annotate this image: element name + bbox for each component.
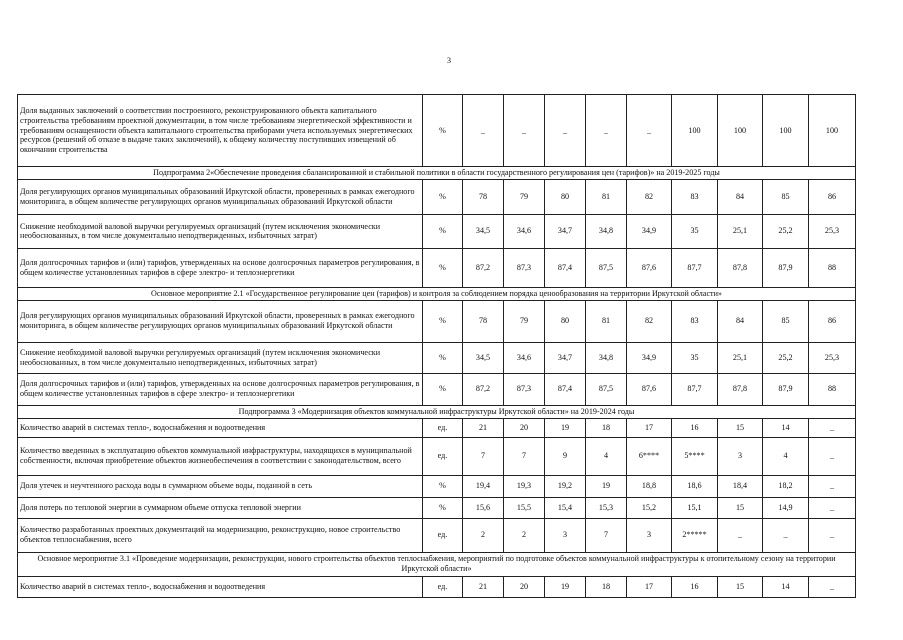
table-row — [18, 248, 856, 287]
section-title: Подпрограмма 2«Обеспечение проведения сбалансированной и стабильной политики в области государственного регулирования цен (тарифов)» на 2019-2025 годы — [18, 167, 856, 180]
indicator-value: 34,9 — [627, 214, 672, 248]
indicator-value: 19 — [586, 475, 627, 497]
indicator-value: 2 — [504, 518, 545, 552]
indicator-value: 78 — [463, 179, 504, 214]
table-row — [18, 373, 856, 405]
indicator-value: 21 — [463, 418, 504, 437]
indicator-value: 84 — [718, 300, 763, 342]
indicator-value: 19,4 — [463, 475, 504, 497]
indicator-value: 82 — [627, 179, 672, 214]
indicator-value: 7 — [586, 518, 627, 552]
indicator-value: 88 — [809, 248, 856, 287]
indicator-value: 4 — [763, 437, 809, 475]
indicator-value: 19,3 — [504, 475, 545, 497]
indicator-unit: % — [423, 248, 463, 287]
indicator-name: Доля регулирующих органов муниципальных образований Иркутской области, проверенных в рамках ежегодного мониторинга, в общем количестве регулирующих органов муниципальных образований Иркутской области — [18, 300, 423, 342]
table-row — [18, 300, 856, 342]
indicator-value: 25,1 — [718, 214, 763, 248]
indicator-value: 3 — [718, 437, 763, 475]
indicator-value: 100 — [672, 95, 718, 167]
indicator-value: 19 — [545, 418, 586, 437]
indicator-value: 15 — [718, 418, 763, 437]
indicator-value: 86 — [809, 179, 856, 214]
indicator-value: _ — [809, 497, 856, 518]
indicator-name: Доля долгосрочных тарифов и (или) тарифов, утвержденных на основе долгосрочных параметров регулирования, в общем количестве установленных тарифов в сфере электро- и теплоэнергетики — [18, 373, 423, 405]
indicator-value: _ — [809, 475, 856, 497]
indicator-value: 18,2 — [763, 475, 809, 497]
indicator-value: 84 — [718, 179, 763, 214]
indicator-value: 87,3 — [504, 373, 545, 405]
table-row — [18, 475, 856, 497]
indicator-unit: % — [423, 373, 463, 405]
indicator-value: 5**** — [672, 437, 718, 475]
table-row — [18, 437, 856, 475]
indicators-table-body — [18, 95, 856, 598]
indicator-value: 34,9 — [627, 342, 672, 373]
indicator-unit: % — [423, 300, 463, 342]
page-number: 3 — [447, 56, 451, 65]
indicator-value: 7 — [504, 437, 545, 475]
indicator-value: 3 — [627, 518, 672, 552]
table-row — [18, 518, 856, 552]
indicator-value: 19,2 — [545, 475, 586, 497]
table-row — [18, 95, 856, 167]
indicator-value: _ — [809, 437, 856, 475]
indicator-value: 100 — [763, 95, 809, 167]
indicator-value: 14 — [763, 576, 809, 597]
indicator-value: 2 — [463, 518, 504, 552]
indicator-value: 82 — [627, 300, 672, 342]
table-row — [18, 342, 856, 373]
indicator-value: _ — [718, 518, 763, 552]
indicator-value: 35 — [672, 214, 718, 248]
indicator-value: 15,1 — [672, 497, 718, 518]
indicator-value: 21 — [463, 576, 504, 597]
indicator-name: Доля выданных заключений о соответствии построенного, реконструированного объекта капитального строительства требованиям проектной документации, в том числе требованиям энергетической эффективности и требованиям оснащенности объекта капитального строительства приборами учета используемых энергетических ресурсов (решений об отказе в выдаче таких заключений), к общему количеству поступивших извещений об окончании строительства — [18, 95, 423, 167]
indicator-unit: % — [423, 342, 463, 373]
indicator-value: 16 — [672, 418, 718, 437]
indicator-value: 87,4 — [545, 248, 586, 287]
indicator-value: 19 — [545, 576, 586, 597]
indicator-value: 83 — [672, 300, 718, 342]
indicator-unit: % — [423, 95, 463, 167]
indicator-value: 4 — [586, 437, 627, 475]
indicator-value: 87,5 — [586, 373, 627, 405]
indicator-unit: ед. — [423, 576, 463, 597]
indicator-value: 78 — [463, 300, 504, 342]
indicator-value: 87,8 — [718, 373, 763, 405]
indicator-name: Доля утечек и неучтенного расхода воды в суммарном объеме воды, поданной в сеть — [18, 475, 423, 497]
indicator-value: 81 — [586, 300, 627, 342]
indicator-value: 34,8 — [586, 342, 627, 373]
indicator-value: 18,4 — [718, 475, 763, 497]
indicator-value: 85 — [763, 300, 809, 342]
indicator-value: 87,4 — [545, 373, 586, 405]
indicator-value: 25,2 — [763, 342, 809, 373]
indicator-value: _ — [809, 518, 856, 552]
indicator-value: 15,3 — [586, 497, 627, 518]
indicator-value: 87,9 — [763, 373, 809, 405]
indicator-value: 87,7 — [672, 248, 718, 287]
indicator-value: 87,3 — [504, 248, 545, 287]
indicator-value: 14 — [763, 418, 809, 437]
indicator-value: 25,2 — [763, 214, 809, 248]
indicator-value: 15,2 — [627, 497, 672, 518]
indicator-value: _ — [545, 95, 586, 167]
indicator-value: 87,9 — [763, 248, 809, 287]
indicator-name: Доля долгосрочных тарифов и (или) тарифов, утвержденных на основе долгосрочных параметров регулирования, в общем количестве установленных тарифов в сфере электро- и теплоэнергетики — [18, 248, 423, 287]
section-title: Основное мероприятие 2.1 «Государственное регулирование цен (тарифов) и контроля за соблюдением порядка ценообразования на территории Иркутской области» — [18, 287, 856, 300]
indicator-value: _ — [504, 95, 545, 167]
indicator-unit: ед. — [423, 518, 463, 552]
section-row — [18, 552, 856, 576]
indicator-value: 25,1 — [718, 342, 763, 373]
indicator-value: _ — [586, 95, 627, 167]
indicator-value: 9 — [545, 437, 586, 475]
indicator-value: 83 — [672, 179, 718, 214]
indicator-value: 18,6 — [672, 475, 718, 497]
indicator-value: 25,3 — [809, 214, 856, 248]
section-row — [18, 405, 856, 418]
indicator-value: 15,5 — [504, 497, 545, 518]
indicator-value: 6**** — [627, 437, 672, 475]
indicator-unit: ед. — [423, 437, 463, 475]
indicator-value: 100 — [718, 95, 763, 167]
indicator-value: 34,7 — [545, 342, 586, 373]
indicator-name: Доля потерь по тепловой энергии в суммарном объеме отпуска тепловой энергии — [18, 497, 423, 518]
section-row — [18, 287, 856, 300]
indicator-value: 100 — [809, 95, 856, 167]
section-title: Подпрограмма 3 «Модернизация объектов коммунальной инфраструктуры Иркутской области» на 2019-2024 годы — [18, 405, 856, 418]
indicator-name: Количество разработанных проектных документаций на модернизацию, реконструкцию, новое строительство объектов теплоснабжения, всего — [18, 518, 423, 552]
indicator-unit: % — [423, 475, 463, 497]
indicator-value: 18 — [586, 576, 627, 597]
indicator-value: 3 — [545, 518, 586, 552]
indicator-value: 35 — [672, 342, 718, 373]
indicator-value: 34,5 — [463, 342, 504, 373]
indicator-value: 79 — [504, 300, 545, 342]
indicator-unit: ед. — [423, 418, 463, 437]
indicator-value: 15,6 — [463, 497, 504, 518]
table-row — [18, 179, 856, 214]
indicator-value: _ — [809, 418, 856, 437]
indicator-name: Количество введенных в эксплуатацию объектов коммунальной инфраструктуры, находящихся в муниципальной собственности, включая приобретение объектов жизнеобеспечения в соответствии с законодательством, всего — [18, 437, 423, 475]
indicator-value: 34,7 — [545, 214, 586, 248]
indicator-value: 17 — [627, 576, 672, 597]
indicator-value: 18,8 — [627, 475, 672, 497]
indicator-value: 88 — [809, 373, 856, 405]
indicator-value: 87,7 — [672, 373, 718, 405]
indicator-value: 34,6 — [504, 214, 545, 248]
indicator-value: 81 — [586, 179, 627, 214]
indicator-value: 2***** — [672, 518, 718, 552]
indicator-value: 79 — [504, 179, 545, 214]
indicator-value: 87,8 — [718, 248, 763, 287]
indicator-value: 34,5 — [463, 214, 504, 248]
indicator-value: 34,8 — [586, 214, 627, 248]
indicator-value: 20 — [504, 576, 545, 597]
indicator-value: 15 — [718, 576, 763, 597]
indicator-value: 15 — [718, 497, 763, 518]
indicator-value: 80 — [545, 179, 586, 214]
indicator-value: _ — [463, 95, 504, 167]
indicator-unit: % — [423, 497, 463, 518]
indicator-value: 17 — [627, 418, 672, 437]
indicator-unit: % — [423, 214, 463, 248]
indicators-table — [17, 94, 856, 598]
indicator-name: Количество аварий в системах тепло-, водоснабжения и водоотведения — [18, 418, 423, 437]
indicator-unit: % — [423, 179, 463, 214]
table-row — [18, 576, 856, 597]
indicator-value: 87,2 — [463, 373, 504, 405]
indicator-value: 15,4 — [545, 497, 586, 518]
section-title: Основное мероприятие 3.1 «Проведение модернизации, реконструкции, нового строительства объектов теплоснабжения, мероприятий по подготовке объектов коммунальной инфраструктуры к отопительному сезону на территории Иркутской области» — [18, 552, 856, 576]
indicator-value: _ — [763, 518, 809, 552]
indicator-value: 20 — [504, 418, 545, 437]
indicator-value: 25,3 — [809, 342, 856, 373]
indicator-value: 7 — [463, 437, 504, 475]
indicator-value: 87,6 — [627, 373, 672, 405]
indicator-value: 80 — [545, 300, 586, 342]
indicator-value: _ — [809, 576, 856, 597]
indicator-name: Количество аварий в системах тепло-, водоснабжения и водоотведения — [18, 576, 423, 597]
indicator-name: Доля регулирующих органов муниципальных образований Иркутской области, проверенных в рамках ежегодного мониторинга, в общем количестве регулирующих органов муниципальных образований Иркутской области — [18, 179, 423, 214]
indicator-value: 14,9 — [763, 497, 809, 518]
indicator-name: Снижение необходимой валовой выручки регулируемых организаций (путем исключения экономически необоснованных, в том числе документально неподтвержденных, избыточных затрат) — [18, 214, 423, 248]
indicator-value: 87,2 — [463, 248, 504, 287]
indicator-value: 87,6 — [627, 248, 672, 287]
indicator-value: _ — [627, 95, 672, 167]
indicator-value: 86 — [809, 300, 856, 342]
indicator-value: 85 — [763, 179, 809, 214]
section-row — [18, 167, 856, 180]
indicator-value: 34,6 — [504, 342, 545, 373]
indicator-value: 18 — [586, 418, 627, 437]
indicator-value: 87,5 — [586, 248, 627, 287]
table-row — [18, 214, 856, 248]
table-row — [18, 418, 856, 437]
table-row — [18, 497, 856, 518]
indicator-value: 16 — [672, 576, 718, 597]
indicator-name: Снижение необходимой валовой выручки регулируемых организаций (путем исключения экономически необоснованных, в том числе документально неподтвержденных, избыточных затрат) — [18, 342, 423, 373]
